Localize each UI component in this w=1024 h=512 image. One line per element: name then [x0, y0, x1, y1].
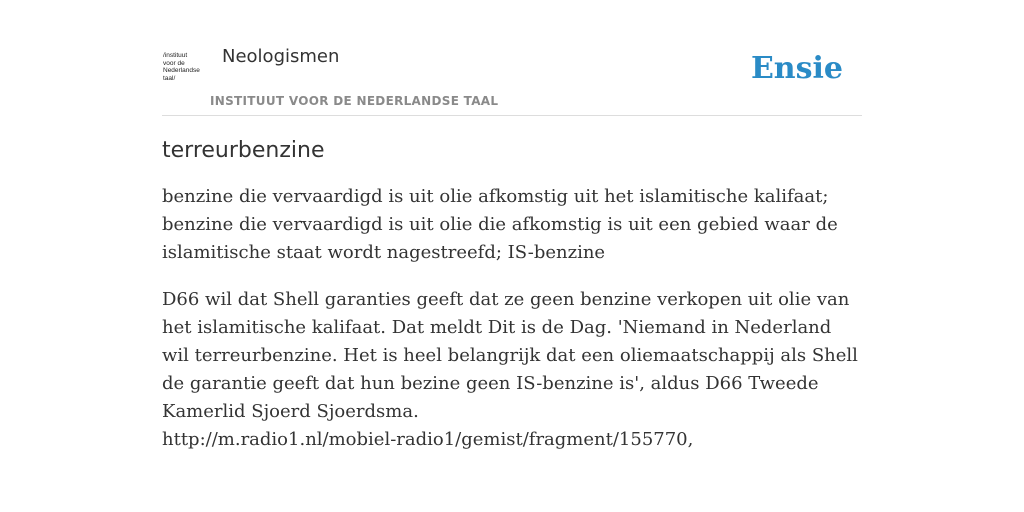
- entry-definition: benzine die vervaardigd is uit olie afkomstig uit het islamitische kalifaat; benzine die vervaardigd is uit olie die afkomstig is uit een gebied waar de islamitische staat wordt nagestreefd; IS-benzine: [162, 186, 838, 263]
- entry-content: [162, 138, 862, 454]
- entry-example-text: D66 wil dat Shell garanties geeft dat ze geen benzine verkopen uit olie van het islamitische kalifaat. Dat meldt Dit is de Dag. 'Niemand in Nederland wil terreurbenzine. Het is heel belangrijk dat een oliemaatschappij als Shell de garantie geeft dat hun bezine geen IS-benzine is', aldus D66 Tweede Kamerlid Sjoerd Sjoerdsma.: [162, 289, 858, 422]
- entry-example: [162, 286, 862, 454]
- site-subtitle: INSTITUUT VOOR DE NEDERLANDSE TAAL: [210, 94, 499, 108]
- ensie-brand-logo[interactable]: Ensie: [750, 51, 843, 86]
- entry-example-source: http://m.radio1.nl/mobiel-radio1/gemist/fragment/155770,: [162, 429, 694, 450]
- entry-term: terreurbenzine: [162, 138, 325, 163]
- site-title[interactable]: Neologismen: [222, 46, 340, 67]
- ivdnt-logo[interactable]: /instituut voor de Nederlandse taal/: [163, 52, 200, 82]
- header-divider: [162, 115, 862, 116]
